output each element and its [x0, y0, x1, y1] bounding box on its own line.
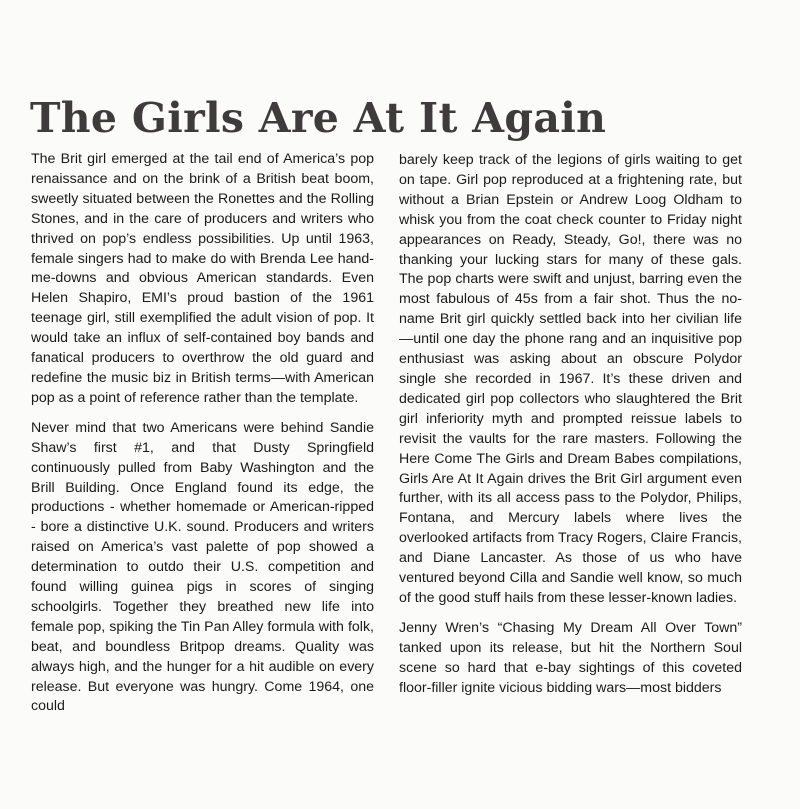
- paragraph: The Brit girl emerged at the tail end of America’s pop renaissance and on the brink of a British beat boom, sweetly situated between the Ronettes and the Rolling Stones, and in the care of producers and writers who thrived on pop’s endless possibilities. Up until 1963, female singers had to make do with Brenda Lee hand-me-downs and obvious American standards. Even Helen Shapiro, EMI’s proud bastion of the 1961 teenage girl, still exemplified the adult vision of pop. It would take an influx of self-contained boy bands and fanatical producers to overthrow the old guard and redefine the music biz in British terms—with American pop as a point of reference rather than the template.: [31, 151, 374, 406]
- paragraph: Never mind that two Americans were behind Sandie Shaw’s first #1, and that Dusty Springfield continuously pulled from Baby Washington and the Brill Building. Once England found its edge, the productions - whether homemade or American-ripped - bore a distinctive U.K. sound. Producers and writers raised on America’s vast palette of pop showed a determination to outdo their U.S. competition and found willing guinea pigs in scores of singing schoolgirls. Together they breathed new life into female pop, spiking the Tin Pan Alley formula with folk, beat, and boundless Britpop dreams. Quality was always high, and the hunger for a hit audible on every release. But everyone was hungry. Come 1964, one could: [31, 419, 374, 715]
- paragraph: barely keep track of the legions of girls waiting to get on tape. Girl pop reproduced at a frightening rate, but without a Brian Epstein or Andrew Loog Oldham to whisk you from the coat check counter to Friday night appearances on Ready, Steady, Go!, there was no thanking your lucking stars for many of these gals. The pop charts were swift and unjust, barring even the most fabulous of 45s from a fair shot. Thus the no-name Brit girl quickly settled back into her civilian life—until one day the phone rang and an inquisitive pop enthusiast was asking about an obscure Polydor single she recorded in 1967. It’s these driven and dedicated girl pop collectors who slaughtered the Brit girl inferiority myth and prompted reissue labels to revisit the vaults for the rare masters. Following the Here Come The Girls and Dream Babes compilations, Girls Are At It Again drives the Brit Girl argument even further, with its all access pass to the Polydor, Philips, Fontana, and Mercury labels where lives the overlooked artifacts from Tracy Rogers, Claire Francis, and Diane Lancaster. As those of us who have ventured beyond Cilla and Sandie well know, so much of the good stuff hails from these lesser-known ladies.: [399, 152, 742, 606]
- page-title: The Girls Are At It Again: [30, 94, 607, 142]
- paragraph: Jenny Wren’s “Chasing My Dream All Over Town” tanked upon its release, but hit the Northern Soul scene so hard that e-bay sightings of this coveted floor-filler ignite vicious bidding wars—most bidders: [399, 619, 742, 696]
- right-column: [399, 151, 742, 708]
- left-column: [31, 150, 374, 727]
